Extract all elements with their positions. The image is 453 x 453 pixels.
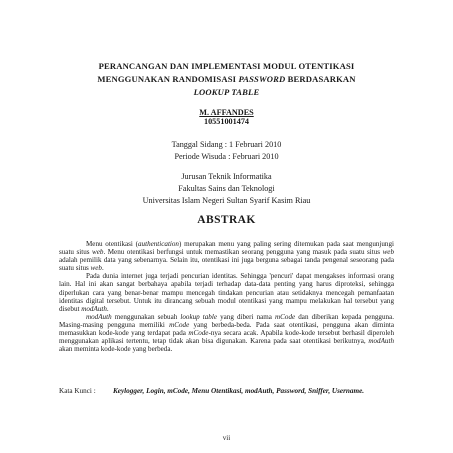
- p1-text-g: adalah pemilik data yang sebenarnya. Selain itu, otentikasi ini juga berguna sebagai tanda pengenal seseorang pada suatu situs: [59, 256, 394, 273]
- p3-text-h: yang berbeda-beda. Pada saat otentikasi, pengguna akan diminta memasukkan kode-kode yang terdapat pada: [59, 320, 394, 338]
- page-number: vii: [222, 434, 231, 442]
- p3-italic-i: mCode: [188, 329, 209, 338]
- title-line-2-suffix: BERDASARKAN: [285, 74, 356, 84]
- department: Jurusan Teknik Informatika: [181, 172, 272, 181]
- abstract-paragraph-3: [59, 313, 394, 353]
- keywords-label: Kata Kunci :: [59, 387, 96, 395]
- p3-text-j: -nya secara acak. Apabila kode-kode tersebut berhasil diperoleh menggunakan aplikasi tertentu, tetap tidak akan bisa digunakan. Karena pada saat otentikasi berikutnya,: [59, 329, 394, 346]
- p2-text-c: .: [106, 304, 109, 313]
- author-nim: 10551001474: [203, 117, 250, 126]
- title-line-1: PERANCANGAN DAN IMPLEMENTASI MODUL OTENTIKASI: [98, 61, 355, 71]
- p3-italic-e: mCode: [275, 312, 296, 321]
- p3-text-f: dan diberikan kepada pengguna. Masing-masing pengguna memiliki: [59, 312, 394, 329]
- tanggal-sidang: Tanggal Sidang : 1 Februari 2010: [171, 140, 282, 149]
- p2-text-a: Pada dunia internet juga terjadi pencurian identitas. Sehingga 'pencuri' dapat mengakses informasi orang lain. Hal ini akan sangat berbahaya apabila terjadi terhadap data-data penting yang harus diproteksi, sehingga diperlukan cara yang benar-benar mampu mencegah tindakan pencurian atau setidaknya mencegah pemanfaatan identitas digital tersebut. Untuk itu dirancang sebuah modul otentikasi yang mampu melakukan hal tersebut yang disebut: [59, 272, 394, 313]
- p1-text-a: Menu otentikasi (: [86, 240, 138, 248]
- abstract-heading: ABSTRAK: [197, 214, 256, 226]
- p1-italic-f: web: [382, 248, 395, 257]
- title-line-2-prefix: MENGGUNAKAN RANDOMISASI: [97, 74, 239, 84]
- abstract-body: [59, 240, 394, 353]
- abstract-paragraph-2: [59, 272, 394, 312]
- title-line-2-italic: PASSWORD: [238, 74, 286, 84]
- periode-wisuda: Periode Wisuda : Februari 2010: [174, 152, 279, 161]
- p3-italic-k: modAuth: [368, 337, 394, 346]
- p1-text-c: ) merupakan menu yang paling sering ditemukan pada saat mengunjungi suatu situs: [59, 240, 394, 257]
- p1-italic-d: web: [92, 248, 104, 257]
- p2-italic-b: modAuth: [81, 304, 107, 313]
- p3-text-d: yang diberi nama: [216, 312, 276, 321]
- abstract-paragraph-1: [59, 240, 394, 272]
- p3-italic-g: mCode: [169, 320, 190, 329]
- keywords-list: Keylogger, Login, mCode, Menu Otentikasi, modAuth, Password, Sniffer, Username.: [113, 387, 365, 395]
- author-name: M. AFFANDES: [199, 108, 254, 117]
- faculty: Fakultas Sains dan Teknologi: [178, 184, 275, 193]
- p3-italic-c: lookup table: [180, 312, 217, 321]
- university: Universitas Islam Negeri Sultan Syarif Kasim Riau: [142, 196, 311, 205]
- p3-italic-a: modAuth: [86, 312, 112, 321]
- p1-italic-h: web: [90, 264, 102, 273]
- p1-italic-b: authentication: [138, 240, 179, 248]
- p1-text-i: .: [101, 264, 104, 273]
- p3-text-b: menggunakan sebuah: [111, 312, 181, 321]
- title-line-3: LOOKUP TABLE: [193, 87, 260, 97]
- title-line-2: [0, 74, 453, 84]
- p3-text-l: akan meminta kode-kode yang berbeda.: [59, 345, 173, 354]
- p1-text-e: . Menu otentikasi berfungsi untuk memastikan seorang pengguna yang masuk pada suatu situs: [103, 248, 383, 257]
